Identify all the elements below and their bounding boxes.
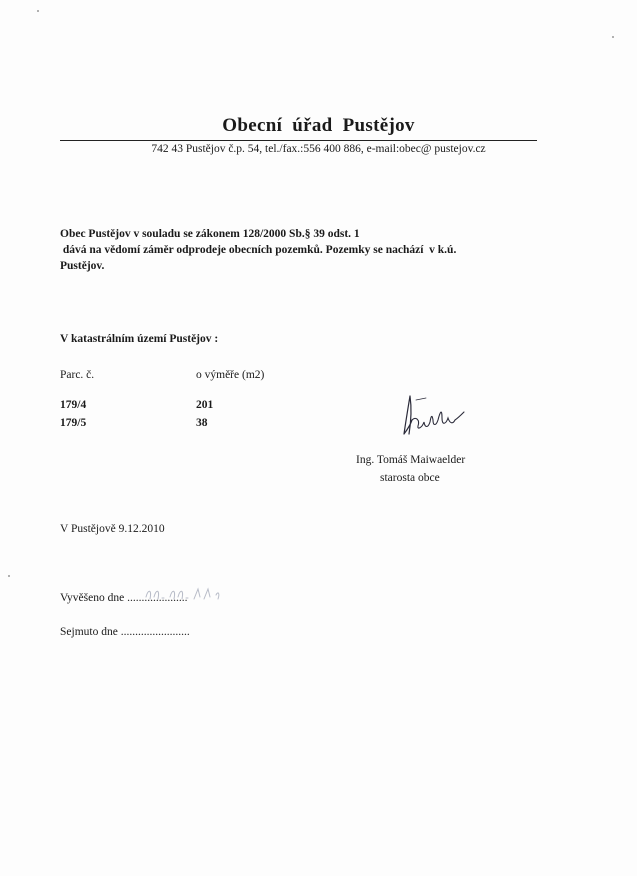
parcel-area: 38: [196, 417, 208, 429]
signatory-role: starosta obce: [380, 472, 440, 484]
scan-speck: [612, 36, 614, 38]
intro-paragraph: [60, 226, 540, 274]
posted-date-line: Vyvěšeno dne .....................: [60, 592, 188, 604]
office-title: Obecní úřad Pustějov: [222, 115, 415, 136]
scan-speck: [8, 575, 10, 577]
parcel-number: 179/4: [60, 399, 87, 411]
place-and-date: V Pustějově 9.12.2010: [60, 523, 165, 535]
parcel-area: 201: [196, 399, 214, 411]
intro-line: Pustějov.: [60, 260, 105, 272]
scan-speck: [37, 10, 39, 12]
cadastral-heading: V katastrálním území Pustějov :: [60, 333, 219, 345]
parcel-column-header: Parc. č.: [60, 369, 95, 381]
header-divider: [60, 140, 537, 141]
intro-line: Obec Pustějov v souladu se zákonem 128/2000 Sb.§ 39 odst. 1: [60, 228, 360, 240]
signatory-name: Ing. Tomáš Maiwaelder: [356, 454, 466, 466]
area-column-header: o výměře (m2): [196, 369, 265, 381]
handwritten-posted-date: [142, 583, 224, 603]
removed-date-line: Sejmuto dne ........................: [60, 626, 190, 638]
office-address: 742 43 Pustějov č.p. 54, tel./fax.:556 400 886, e-mail:obec@ pustejov.cz: [151, 143, 486, 155]
handwritten-signature: [398, 390, 470, 440]
parcel-number: 179/5: [60, 417, 87, 429]
intro-line: dává na vědomí záměr odprodeje obecních pozemků. Pozemky se nachází v k.ú.: [60, 244, 457, 256]
